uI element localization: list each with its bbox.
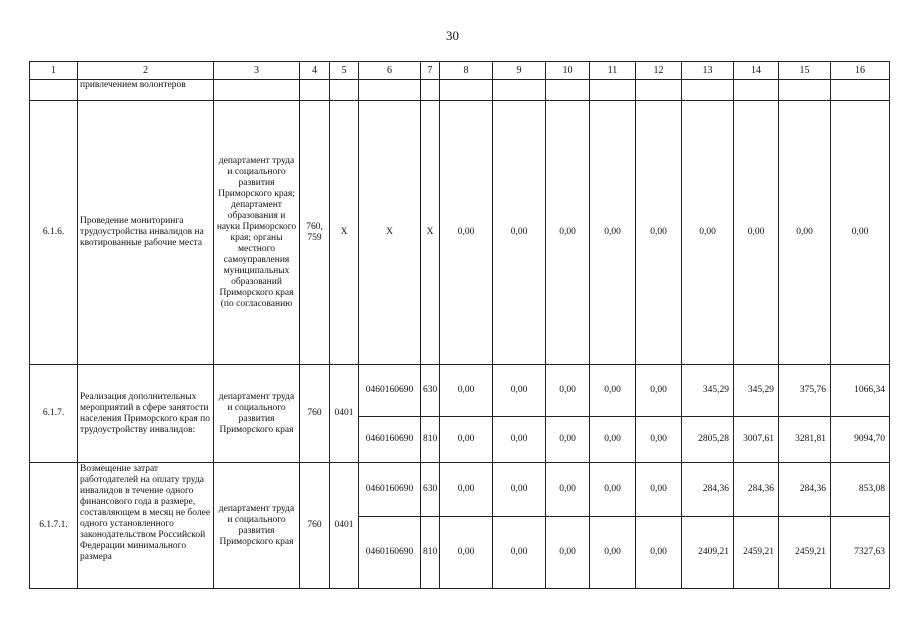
value-cell: 2459,21 <box>779 517 831 589</box>
value-cell: 0,00 <box>590 463 636 517</box>
col-header: 7 <box>421 62 440 80</box>
item-executor: департамент труда и социального развития Приморского края; департамент образования и науки Приморского края; органы местного самоуправления муниципальных образований Приморского края (по согласованию <box>214 101 300 365</box>
value-cell: 0,00 <box>590 101 636 365</box>
col-header: 5 <box>330 62 359 80</box>
col-header: 10 <box>546 62 590 80</box>
value-cell: 0,00 <box>636 517 682 589</box>
col-header: 1 <box>30 62 78 80</box>
item-grbs: 760 <box>300 365 330 463</box>
value-cell: 9094,70 <box>831 417 890 463</box>
item-vr: 810 <box>421 417 440 463</box>
value-cell: 0,00 <box>590 417 636 463</box>
value-cell: 0,00 <box>546 101 590 365</box>
col-header: 9 <box>493 62 546 80</box>
value-cell: 0,00 <box>493 517 546 589</box>
value-cell: 345,29 <box>734 365 779 417</box>
table-row <box>30 365 890 417</box>
col-header: 16 <box>831 62 890 80</box>
value-cell: 0,00 <box>590 365 636 417</box>
value-cell: 0,00 <box>546 463 590 517</box>
item-name: привлечением волонтеров <box>78 80 214 101</box>
value-cell: 0,00 <box>546 365 590 417</box>
value-cell: 0,00 <box>493 101 546 365</box>
value-cell: 0,00 <box>440 417 493 463</box>
item-name: Возмещение затрат работодателей на оплату труда инвалидов в течение одного финансового года в размере, составляющем в месяц не более одного установленного законодательством Российской Федерации минимального размера <box>78 463 214 589</box>
item-id: 6.1.7.1. <box>30 463 78 589</box>
col-header: 14 <box>734 62 779 80</box>
col-header: 4 <box>300 62 330 80</box>
item-vr: 810 <box>421 517 440 589</box>
value-cell: 284,36 <box>682 463 734 517</box>
value-cell: 2805,28 <box>682 417 734 463</box>
item-csr: 0460160690 <box>359 463 421 517</box>
item-rzpr: 0401 <box>330 463 359 589</box>
col-header: 2 <box>78 62 214 80</box>
value-cell: 3007,61 <box>734 417 779 463</box>
col-header: 6 <box>359 62 421 80</box>
value-cell: 3281,81 <box>779 417 831 463</box>
value-cell: 0,00 <box>734 101 779 365</box>
item-vr: X <box>421 101 440 365</box>
value-cell: 284,36 <box>779 463 831 517</box>
col-header: 15 <box>779 62 831 80</box>
header-row <box>30 62 890 80</box>
value-cell: 0,00 <box>440 463 493 517</box>
value-cell: 0,00 <box>831 101 890 365</box>
item-grbs: 760 <box>300 463 330 589</box>
item-vr: 630 <box>421 365 440 417</box>
item-id: 6.1.7. <box>30 365 78 463</box>
value-cell: 0,00 <box>590 517 636 589</box>
value-cell: 853,08 <box>831 463 890 517</box>
value-cell: 0,00 <box>440 101 493 365</box>
item-csr: 0460160690 <box>359 517 421 589</box>
item-rzpr: X <box>330 101 359 365</box>
item-csr: 0460160690 <box>359 417 421 463</box>
item-csr: 0460160690 <box>359 365 421 417</box>
page-number: 30 <box>446 28 459 43</box>
item-id: 6.1.6. <box>30 101 78 365</box>
item-name: Проведение мониторинга трудоустройства инвалидов на квотированные рабочие места <box>78 101 214 365</box>
value-cell: 0,00 <box>636 365 682 417</box>
value-cell: 0,00 <box>493 417 546 463</box>
col-header: 12 <box>636 62 682 80</box>
value-cell: 2459,21 <box>734 517 779 589</box>
value-cell: 0,00 <box>440 517 493 589</box>
value-cell: 0,00 <box>493 365 546 417</box>
item-executor: департамент труда и социального развития Приморского края <box>214 463 300 589</box>
value-cell: 0,00 <box>493 463 546 517</box>
value-cell: 0,00 <box>546 517 590 589</box>
value-cell: 345,29 <box>682 365 734 417</box>
item-vr: 630 <box>421 463 440 517</box>
table-row <box>30 80 890 101</box>
value-cell: 2409,21 <box>682 517 734 589</box>
value-cell: 0,00 <box>682 101 734 365</box>
col-header: 13 <box>682 62 734 80</box>
item-csr: X <box>359 101 421 365</box>
value-cell: 0,00 <box>440 365 493 417</box>
col-header: 8 <box>440 62 493 80</box>
col-header: 3 <box>214 62 300 80</box>
value-cell: 0,00 <box>636 101 682 365</box>
value-cell: 0,00 <box>546 417 590 463</box>
value-cell: 0,00 <box>636 417 682 463</box>
value-cell: 1066,34 <box>831 365 890 417</box>
value-cell: 7327,63 <box>831 517 890 589</box>
item-grbs: 760, 759 <box>300 101 330 365</box>
value-cell: 284,36 <box>734 463 779 517</box>
budget-table <box>29 61 890 589</box>
table-row <box>30 101 890 365</box>
item-name: Реализация дополнительных мероприятий в сфере занятости населения Приморского края по трудоустройству инвалидов: <box>78 365 214 463</box>
item-rzpr: 0401 <box>330 365 359 463</box>
col-header: 11 <box>590 62 636 80</box>
value-cell: 0,00 <box>636 463 682 517</box>
item-executor: департамент труда и социального развития Приморского края <box>214 365 300 463</box>
value-cell: 375,76 <box>779 365 831 417</box>
value-cell: 0,00 <box>779 101 831 365</box>
table-row <box>30 463 890 517</box>
